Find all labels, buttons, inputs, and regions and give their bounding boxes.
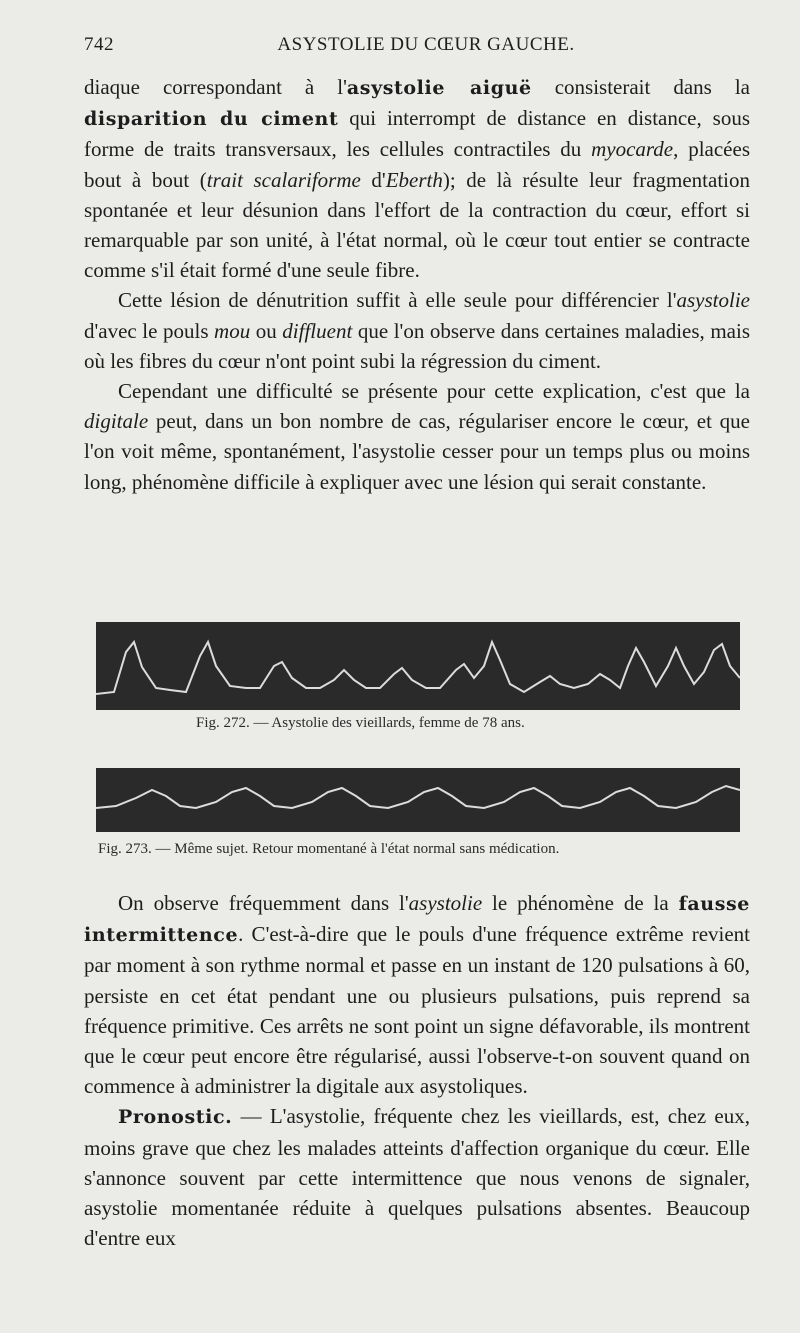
section-heading-pronostic: Pronostic. [118, 1106, 233, 1129]
pulse-tracing-irregular [96, 622, 740, 710]
paragraph-2: Cette lésion de dénutrition suffit à elle seule pour différencier l'asystolie d'avec le pouls mou ou diffluent que l'on observe dans certaines maladies, mais où les fibres du cœur n'ont point subi la régression du ciment. [84, 288, 750, 373]
page-number: 742 [84, 34, 114, 55]
running-header [84, 34, 748, 60]
running-title: ASYSTOLIE DU CŒUR GAUCHE. [277, 34, 575, 55]
figure-273-tracing [96, 768, 740, 832]
paragraph-4: On observe fréquemment dans l'asystolie le phénomène de la fausse intermittence. C'est-à-dire que le pouls d'une fréquence extrême revient par moment à son rythme normal et passe en un instant de 120 pulsations à 60, persiste en cet état pendant une ou plusieurs pulsations, puis reprend sa fréquence primitive. Ces arrêts ne sont point un signe défavorable, ils montrent que le cœur peut encore être régularisé, aussi l'observe-t-on souvent quand on commence à administrer la digitale aux asystoliques. [84, 891, 750, 1099]
figure-272-caption: Fig. 272. — Asystolie des vieillards, femme de 78 ans. [196, 715, 525, 731]
figure-273-caption: Fig. 273. — Même sujet. Retour momentané à l'état normal sans médication. [98, 841, 560, 857]
text-block-bottom [84, 888, 750, 1253]
paragraph-1: diaque correspondant à l'asystolie aiguë consisterait dans la disparition du ciment qui interrompt de distance en distance, sous forme de traits transversaux, les cellules contractiles du myocarde, placées bout à bout (trait scalariforme d'Eberth); de là résulte leur fragmentation spontanée et leur désunion dans l'effort de la contraction du cœur, effort si remarquable par son unité, à l'état normal, où le cœur tout entier se contracte comme s'il était formé d'une seule fibre. [84, 75, 750, 283]
term-fausse-intermittence: fausse intermittence [84, 893, 750, 947]
pulse-tracing-regular [96, 768, 740, 832]
paragraph-3: Cependant une difficulté se présente pour cette explication, c'est que la digitale peut, dans un bon nombre de cas, régulariser encore le cœur, et que l'on voit même, spontanément, l'asystolie cesser pour un temps plus ou moins long, phénomène difficile à expliquer avec une lésion qui serait constante. [84, 379, 750, 494]
paragraph-5: Pronostic. — L'asystolie, fréquente chez les vieillards, est, chez eux, moins grave que chez les malades atteints d'affection organique du cœur. Elle s'annonce souvent par cette intermittence que nous venons de signaler, asystolie momentanée réduite à quelques pulsations absentes. Beaucoup d'entre eux [84, 1104, 750, 1251]
text-block-top [84, 72, 750, 497]
term-asystolie-aigue: asystolie aiguë [346, 77, 532, 99]
figure-272-tracing [96, 622, 740, 710]
term-disparition-du-ciment: disparition du ciment [84, 108, 339, 131]
